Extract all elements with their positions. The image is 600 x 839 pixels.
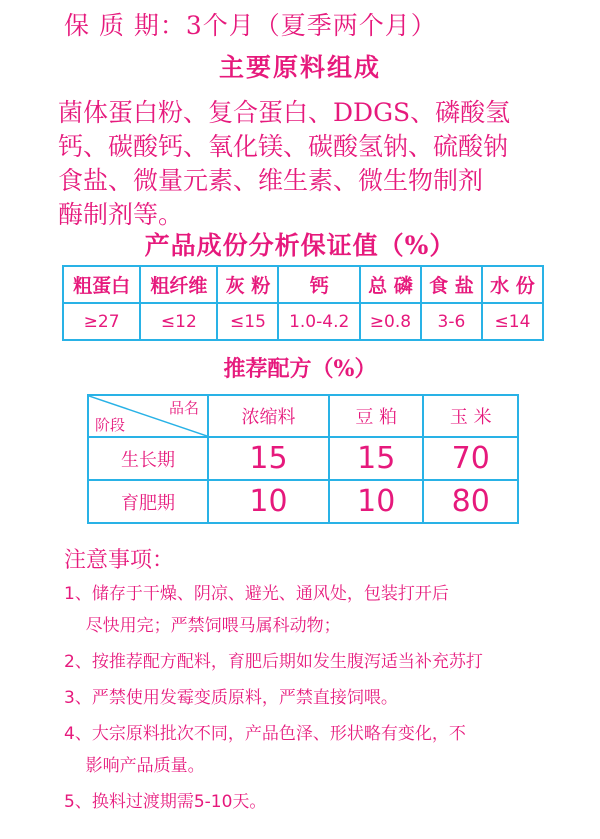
note-line: 5、换料过渡期需5-10天。 [64, 792, 267, 812]
analysis-value: ≥0.8 [360, 303, 421, 340]
analysis-value: 1.0-4.2 [278, 303, 359, 340]
formula-title: 推荐配方（%） [223, 356, 377, 382]
corner-top-label: 品名 [168, 399, 199, 417]
formula-corner-cell [88, 395, 208, 437]
notes-list [64, 578, 584, 818]
note-item [64, 646, 584, 678]
ingredients-line: 酶制剂等。 [58, 200, 184, 229]
note-line: 4、大宗原料批次不同，产品色泽、形状略有变化，不 [64, 724, 466, 744]
ingredients-line: 菌体蛋白粉、复合蛋白、DDGS、磷酸氢 [58, 98, 511, 127]
formula-value: 15 [208, 437, 329, 480]
note-item [64, 786, 584, 818]
note-item [64, 578, 584, 642]
formula-row-label: 育肥期 [88, 480, 208, 523]
formula-header-row [88, 395, 518, 437]
analysis-value: 3-6 [421, 303, 482, 340]
analysis-table [62, 265, 544, 341]
analysis-value: ≤12 [140, 303, 217, 340]
formula-value: 10 [329, 480, 423, 523]
note-item [64, 682, 584, 714]
formula-value: 70 [423, 437, 518, 480]
analysis-header: 总 磷 [360, 266, 421, 303]
formula-column-header: 浓缩料 [208, 395, 329, 437]
analysis-value: ≤15 [217, 303, 278, 340]
ingredients-list [58, 96, 558, 232]
analysis-header-row [63, 266, 543, 303]
note-line: 尽快用完；严禁饲喂马属科动物； [64, 616, 341, 636]
analysis-header: 粗纤维 [140, 266, 217, 303]
formula-row [88, 480, 518, 523]
analysis-title: 产品成份分析保证值（%） [144, 231, 456, 260]
formula-row [88, 437, 518, 480]
ingredients-title: 主要原料组成 [218, 53, 381, 82]
formula-row-label: 生长期 [88, 437, 208, 480]
formula-table [87, 394, 519, 524]
notes-title: 注意事项： [64, 548, 175, 573]
analysis-header: 灰 粉 [217, 266, 278, 303]
analysis-header: 粗蛋白 [63, 266, 140, 303]
note-line: 影响产品质量。 [64, 756, 205, 776]
note-item [64, 718, 584, 782]
note-line: 2、按推荐配方配料，育肥后期如发生腹泻适当补充苏打 [64, 652, 483, 672]
shelf-life: 保 质 期：3个月（夏季两个月） [64, 11, 437, 40]
ingredients-line: 钙、碳酸钙、氧化镁、碳酸氢钠、硫酸钠 [58, 132, 509, 161]
analysis-header: 水 份 [482, 266, 543, 303]
ingredients-line: 食盐、微量元素、维生素、微生物制剂 [58, 166, 484, 195]
analysis-value: ≤14 [482, 303, 543, 340]
analysis-value: ≥27 [63, 303, 140, 340]
analysis-header: 钙 [278, 266, 359, 303]
analysis-header: 食 盐 [421, 266, 482, 303]
formula-column-header: 玉 米 [423, 395, 518, 437]
corner-bottom-label: 阶段 [95, 416, 126, 434]
formula-value: 10 [208, 480, 329, 523]
formula-value: 15 [329, 437, 423, 480]
note-line: 1、储存于干燥、阴凉、避光、通风处，包装打开后 [64, 584, 449, 604]
formula-column-header: 豆 粕 [329, 395, 423, 437]
formula-value: 80 [423, 480, 518, 523]
note-line: 3、严禁使用发霉变质原料，严禁直接饲喂。 [64, 688, 398, 708]
analysis-value-row [63, 303, 543, 340]
